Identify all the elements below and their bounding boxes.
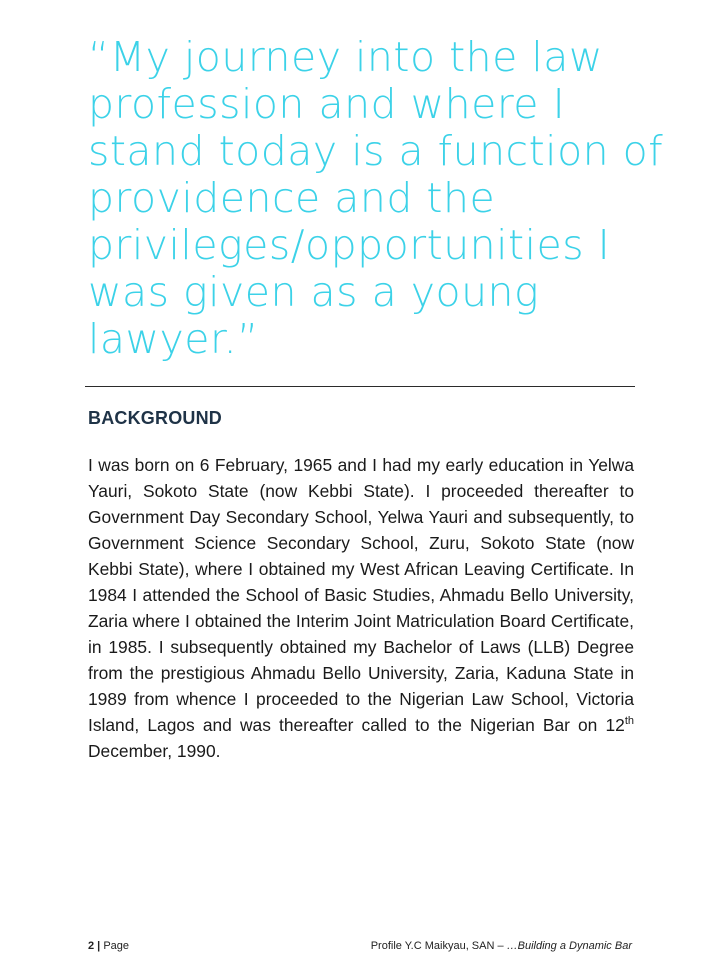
footer-tagline: …Building a Dynamic Bar — [506, 940, 632, 952]
footer-page-number — [88, 940, 129, 952]
background-paragraph — [88, 452, 634, 764]
section-heading: BACKGROUND — [88, 408, 222, 428]
ordinal-superscript: th — [624, 715, 634, 728]
footer-running-title — [371, 940, 632, 952]
pull-quote: “My journey into the law profession and where I stand today is a function of providence and the privileges/opportunities I was given as a young lawyer.” — [88, 33, 664, 363]
footer-profile: Profile Y.C Maikyau, SAN – — [370, 940, 507, 952]
page-number: 2 — [88, 940, 95, 952]
page-label: Page — [103, 940, 130, 952]
page-separator: | — [94, 940, 104, 952]
divider-line — [85, 386, 635, 387]
paragraph-text-end: December, 1990. — [88, 741, 221, 761]
paragraph-text: I was born on 6 February, 1965 and I had my early education in Yelwa Yauri, Sokoto State (now Kebbi State). I proceeded thereafter to Government Day Secondary School, Yelwa Yauri and subsequently, to Government Science Secondary School, Zuru, Sokoto State (now Kebbi State), where I obtained my West African Leaving Certificate. In 1984 I attended the School of Basic Studies, Ahmadu Bello University, Zaria where I obtained the Interim Joint Matriculation Board Certificate, in 1985. I subsequently obtained my Bachelor of Laws (LLB) Degree from the prestigious Ahmadu Bello University, Zaria, Kaduna State in 1989 from whence I proceeded to the Nigerian Law School, Victoria Island, Lagos and was thereafter called to the Nigerian Bar on 12 — [88, 455, 634, 735]
